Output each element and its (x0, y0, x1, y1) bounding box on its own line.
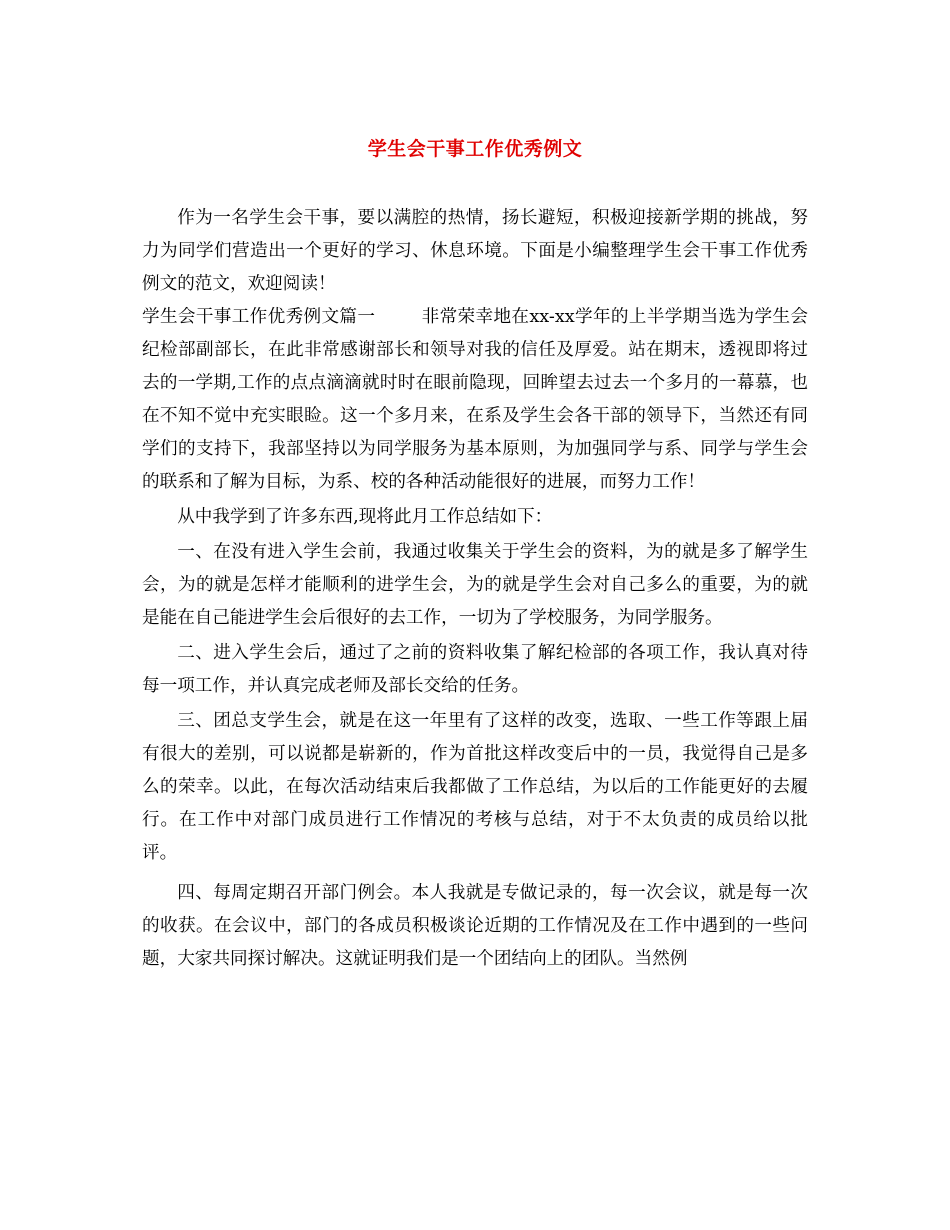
section-heading: 学生会干事工作优秀例文篇一 (142, 307, 376, 327)
item-one-paragraph: 一、在没有进入学生会前，我通过收集关于学生会的资料，为的就是多了解学生会，为的就是怎样才能顺利的进学生会，为的就是学生会对自己多么的重要，为的就是能在自己能进学生会后很好的去工作，一切为了学校服务，为同学服务。 (142, 542, 808, 628)
section-one-paragraph (142, 301, 808, 499)
item-three-paragraph: 三、团总支学生会，就是在这一年里有了这样的改变，选取、一些工作等跟上届有很大的差别，可以说都是崭新的，作为首批这样改变后中的一员，我觉得自己是多么的荣幸。以此，在每次活动结束后我都做了工作总结，为以后的工作能更好的去履行。在工作中对部门成员进行工作情况的考核与总结，对于不太负责的成员给以批评。 (142, 711, 808, 863)
document-title: 学生会干事工作优秀例文 (367, 138, 583, 160)
section-first-text: 非常荣幸地在xx-xx学年的上半学期当选为学生会纪检部副部长，在此非常感谢部长和领导对我的信任及厚爱。站在期末，透视即将过去的一学期,工作的点点滴滴就时时在眼前隐现，回眸望去过去一个多月的一幕慕，也在不知不觉中充实眼睑。这一个多月来，在系及学生会各干部的领导下，当然还有同学们的支持下，我部坚持以为同学服务为基本原则，为加强同学与系、同学与学生会的联系和了解为目标，为系、校的各种活动能很好的进展，而努力工作！ (142, 307, 808, 492)
learn-paragraph: 从中我学到了许多东西,现将此月工作总结如下： (177, 507, 553, 527)
item-four-paragraph: 四、每周定期召开部门例会。本人我就是专做记录的，每一次会议，就是每一次的收获。在会议中，部门的各成员积极谈论近期的工作情况及在工作中遇到的一些问题，大家共同探讨解决。这就证明我们是一个团结向上的团队。当然例 (142, 883, 808, 969)
item-two-paragraph: 二、进入学生会后，通过了之前的资料收集了解纪检部的各项工作，我认真对待每一项工作，并认真完成老师及部长交给的任务。 (142, 643, 808, 696)
intro-paragraph: 作为一名学生会干事，要以满腔的热情，扬长避短，积极迎接新学期的挑战，努力为同学们营造出一个更好的学习、休息环境。下面是小编整理学生会干事工作优秀例文的范文，欢迎阅读！ (142, 208, 808, 294)
document-body (142, 202, 808, 976)
